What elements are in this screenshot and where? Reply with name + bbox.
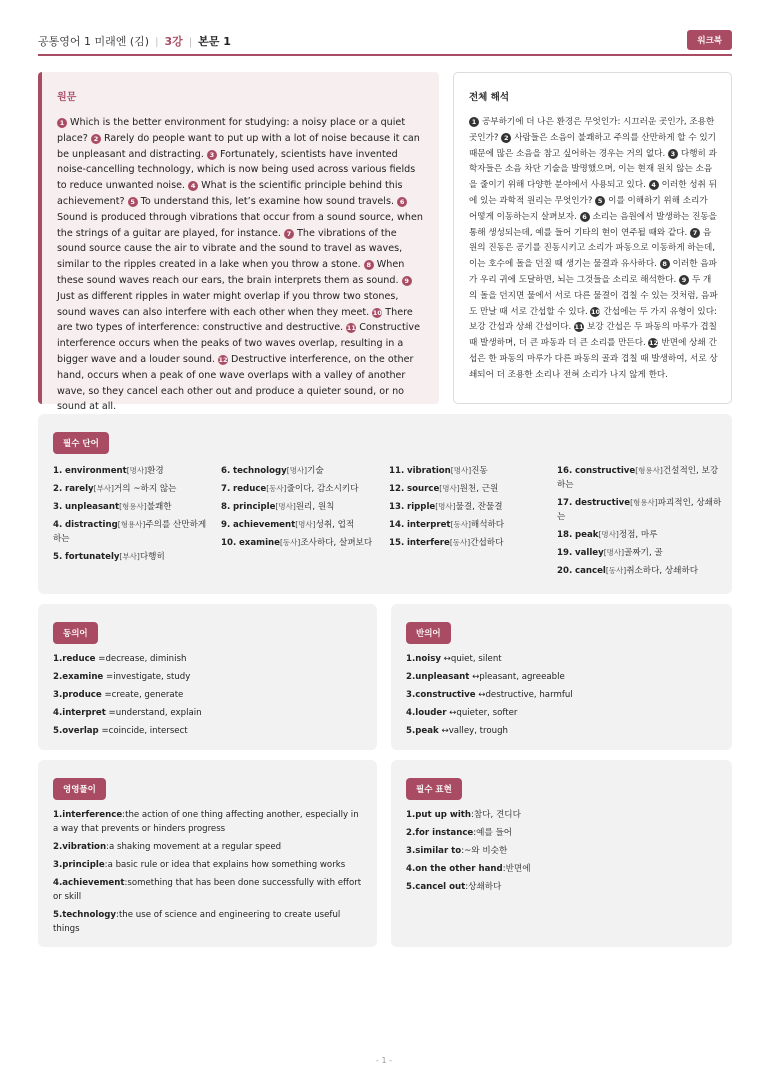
vocab-pos: [명사] [295,520,316,529]
sentence-text: There are two types of interference: constructive and destructive. [57,306,413,334]
sentence-text: 다행히 과학자들은 소음 차단 기술을 발명했으며, 이는 현재 원치 않는 소음을 줄이기 위해 다양한 분야에서 사용되고 있다. [469,148,717,191]
vocab-word: ripple [406,502,436,512]
list-item [53,724,363,738]
vocab-word: environment [64,466,127,476]
list-value: 예를 들어 [476,828,513,838]
sentence-number-badge: 8 [660,259,670,269]
vocab-item [221,536,381,550]
translation-title: 전체 해석 [469,92,510,103]
sentence-number-badge: 7 [284,229,294,239]
list-relation: ↔ [446,708,457,718]
vocab-number: 20. [557,566,573,576]
vocab-meaning: 건설적인, 보강하는 [557,466,719,490]
list-value: investigate, study [113,672,191,682]
list-relation: = [98,726,109,736]
vocab-number: 15. [389,538,405,548]
vocab-word: examine [238,538,280,548]
vocab-meaning: 진동 [471,466,488,476]
expressions-list [406,808,718,898]
sentence-text: Sound is produced through vibrations that occur from a sound source, when the strings of a guitar are played, for instance. [57,211,423,239]
vocab-item [389,500,549,514]
vocab-meaning: 골짜기, 골 [624,548,663,558]
vocabulary-card [38,414,732,594]
translation-panel [453,72,732,404]
english-definitions-title: 영영풀이 [53,778,106,800]
list-relation: : [124,878,128,888]
list-key: 2.unpleasant [406,672,470,682]
vocab-word: reduce [232,484,267,494]
vocab-item [389,536,549,550]
vocab-number: 6. [221,466,231,476]
vocab-number: 4. [53,520,63,530]
vocab-word: principle [232,502,276,512]
vocab-pos: [명사] [275,502,296,511]
expressions-card [391,760,732,947]
vocab-pos: [형용사] [119,502,147,511]
sentence-text: 두 개의 돌을 던지면 물에서 서로 다른 물결이 겹칠 수 있는 것처럼, 음파도 만날 때 서로 간섭할 수 있다. [469,274,718,317]
vocab-item [557,528,722,542]
sentence-text: Destructive interference, on the other hand, occurs when a peak of one wave overlaps with a valley of another wave, so they cancel each other out and produce a quieter sound, or no sound at all. [57,353,414,413]
vocab-number: 11. [389,466,405,476]
vocab-meaning: 원리, 원칙 [295,502,335,512]
sentence-number-badge: 11 [346,324,356,333]
sentence-number-badge: 9 [679,275,689,285]
sentence-number-badge: 11 [574,323,584,332]
list-key: 5.cancel out [406,882,466,892]
vocab-item [389,518,549,532]
synonyms-card [38,604,377,750]
list-key: 1.interference [53,810,123,820]
vocab-word: technology [232,466,287,476]
list-value: quiet, silent [450,654,502,664]
vocab-pos: [형용사] [635,466,663,475]
english-definitions-card [38,760,377,947]
vocab-number: 16. [557,466,573,476]
list-value: destructive, harmful [485,690,573,700]
sentence-text: 소리는 음원에서 발생하는 진동을 통해 생성되는데, 예를 들어 기타의 현이 연주될 때와 같다. [469,211,717,238]
sentence-number-badge: 10 [372,308,382,317]
list-item [406,652,718,666]
list-item [406,688,718,702]
vocab-word: fortunately [64,552,120,562]
vocab-meaning: 주의를 산만하게 하는 [53,520,207,544]
vocab-number: 13. [389,502,405,512]
list-item [406,826,718,840]
list-relation: : [473,828,477,838]
book-title: 공통영어 1 미래엔 (김) [38,35,150,48]
sentence-text: 공부하기에 더 나은 환경은 무엇인가: 시끄러운 곳인가, 조용한 곳인가? [469,117,715,143]
sentence-number-badge: 12 [648,339,658,348]
list-key: 5.technology [53,910,117,920]
vocab-item [221,500,381,514]
vocab-pos: [동사] [605,566,627,575]
vocab-item [53,550,213,564]
sentence-text: What is the scientific principle behind this achievement? [57,180,403,207]
vocab-pos: [명사] [435,502,456,511]
list-relation: : [122,810,126,820]
vocab-pos: [명사] [439,484,460,493]
vocab-meaning: 조사하다, 살펴보다 [300,538,373,548]
sentence-number-badge: 10 [590,307,600,316]
vocab-meaning: 간섭하다 [470,538,504,548]
list-relation: : [502,864,506,874]
list-value: create, generate [111,690,184,700]
sentence-number-badge: 4 [188,181,198,191]
vocab-word: peak [574,530,599,540]
list-item [53,652,363,666]
sentence-number-badge: 1 [469,117,479,127]
list-key: 2.examine [53,672,104,682]
vocab-column [389,464,549,554]
sentence-text: 보강 간섭은 두 파동의 마루가 겹칠 때 발생하며, 더 큰 파동과 더 큰 소리를 만든다. [469,322,717,349]
vocab-pos: [형용사] [630,498,658,507]
list-value: understand, explain [115,708,202,718]
vocab-meaning: 환경 [147,466,164,476]
list-relation: : [116,910,119,920]
sentence-text: Which is the better environment for studying: a noisy place or a quiet place? [57,117,406,144]
vocab-word: constructive [574,466,636,476]
list-item [406,706,718,720]
original-title: 원문 [57,92,77,103]
vocab-number: 18. [557,530,573,540]
vocab-meaning: 성취, 업적 [315,520,355,530]
vocab-word: rarely [64,484,94,494]
sentence-text: 사람들은 소음이 불쾌하고 주의를 산만하게 할 수 있기 때문에 많은 소음을 참고 싶어하는 경우는 거의 없다. [469,132,716,159]
list-item [53,706,363,720]
vocab-meaning: 해석하다 [470,520,505,530]
vocab-pos: [명사] [603,548,625,557]
list-value: 참다, 견디다 [473,810,521,820]
list-key: 4.louder [406,708,447,718]
list-key: 3.constructive [406,690,476,700]
vocab-word: unpleasant [64,502,120,512]
list-relation: = [105,708,116,718]
sentence-text: Just as different ripples in water might overlap if you throw two stones, sound waves can also interfere with each other when they meet. [57,290,399,318]
vocab-pos: [동사] [449,538,471,547]
list-item [406,724,718,738]
list-relation: = [95,654,106,664]
sentence-text: Fortunately, scientists have invented noise-cancelling technology, which is now being used across various fields to reduce unwanted noise. [57,148,416,192]
vocab-word: destructive [574,498,631,508]
vocab-pos: [명사] [450,466,472,475]
page-number: - 1 - [376,1056,392,1065]
list-value: quieter, softer [456,708,518,718]
expressions-title: 필수 표현 [406,778,462,800]
vocab-number: 19. [557,548,573,558]
vocab-item [53,464,213,478]
list-item [53,858,363,872]
list-item [406,808,718,822]
vocab-number: 5. [53,552,63,562]
vocab-word: interfere [406,538,450,548]
sentence-number-badge: 3 [207,150,217,160]
list-value: valley, trough [448,726,508,736]
sentence-text: To understand this, let’s examine how sound travels. [140,195,395,207]
list-item [53,908,363,936]
sentence-text: Rarely do people want to put up with a lot of noise because it can be unpleasant and distracting. [57,132,420,160]
list-relation: : [461,846,465,856]
list-value: decrease, diminish [105,654,187,664]
vocab-number: 9. [221,520,231,530]
sentence-number-badge: 1 [57,118,67,128]
list-key: 3.principle [53,860,105,870]
sentence-text: 이를 이해하기 위해 소리가 어떻게 이동하는지 살펴보자. [469,195,708,222]
page-header [38,28,732,56]
original-passage [57,115,425,415]
list-item [406,844,718,858]
antonyms-card [391,604,732,750]
vocab-pos: [명사] [598,530,619,539]
vocab-pos: [명사] [286,466,308,475]
vocab-meaning: 취소하다, 상쇄하다 [626,566,699,576]
list-item [406,880,718,894]
list-key: 3.similar to [406,846,462,856]
sentence-text: Constructive interference occurs when the peaks of two waves overlap, resulting in a bigger wave and a louder sound. [57,322,421,365]
vocab-column [53,464,213,568]
sentence-text: 음원의 진동은 공기를 진동시키고 소리가 파동으로 이동하게 하는데, 이는 호수에 돌을 던질 때 생기는 물결과 유사하다. [469,227,715,270]
vocab-meaning: 다행히 [139,552,165,562]
vocab-pos: [부사] [93,484,114,493]
list-item [53,808,363,836]
list-relation: ↔ [438,726,449,736]
vocab-number: 17. [557,498,573,508]
list-key: 5.overlap [53,726,99,736]
list-key: 4.achievement [53,878,125,888]
vocabulary-title: 필수 단어 [53,432,109,454]
vocab-pos: [동사] [450,520,471,529]
vocab-number: 1. [53,466,63,476]
list-item [53,840,363,854]
vocab-number: 10. [221,538,237,548]
vocab-meaning: 파괴적인, 상쇄하는 [557,498,722,522]
vocab-meaning: 불쾌한 [146,502,172,512]
vocab-item [221,482,381,496]
list-item [53,876,363,904]
synonyms-list [53,652,363,742]
vocab-item [53,500,213,514]
vocab-number: 8. [221,502,231,512]
sentence-number-badge: 6 [397,197,407,207]
list-key: 2.for instance [406,828,474,838]
vocab-item [557,496,722,524]
list-relation: = [103,672,114,682]
sentence-text: 이러한 성취 뒤에 있는 과학적 원리는 무엇인가? [469,180,717,206]
sentence-text: 반면에 상쇄 간섭은 한 파동의 마루가 다른 파동의 골과 겹칠 때 발생하여, 서로 상쇄되어 더 조용한 소리나 전혀 소리가 나지 않게 한다. [469,338,718,380]
vocab-pos: [동사] [280,538,301,547]
list-key: 1.reduce [53,654,96,664]
vocab-column [221,464,381,554]
vocab-meaning: 원천, 근원 [459,484,499,494]
vocab-item [557,546,722,560]
vocab-pos: [형용사] [117,520,146,529]
vocab-item [389,464,549,478]
list-relation: : [465,882,469,892]
list-key: 1.noisy [406,654,441,664]
vocab-number: 14. [389,520,405,530]
vocab-word: source [406,484,440,494]
list-value: ~와 비슷한 [464,846,508,856]
sentence-number-badge: 5 [128,197,138,207]
list-key: 4.interpret [53,708,106,718]
list-key: 1.put up with [406,810,471,820]
vocab-item [557,464,722,492]
vocab-item [221,464,381,478]
section-label: 본문 1 [198,35,231,48]
header-title: 공통영어 1 미래엔 (김) | 3강 | 본문 1 [38,35,231,48]
sentence-number-badge: 12 [218,355,228,364]
list-relation: = [101,690,112,700]
sentence-number-badge: 3 [668,149,678,159]
vocab-item [53,518,213,546]
list-value: a basic rule or idea that explains how something works [107,860,346,870]
vocab-word: valley [574,548,604,558]
vocab-number: 2. [53,484,63,494]
vocab-number: 7. [221,484,231,494]
list-relation: ↔ [469,672,480,682]
vocab-word: achievement [232,520,296,530]
list-item [406,670,718,684]
list-item [53,688,363,702]
vocab-meaning: 기술 [307,466,324,476]
sentence-text: The vibrations of the sound source cause the air to vibrate and the sound to travel as waves, similar to the ripples created in a lake when you throw a stone. [57,227,403,271]
vocab-item [389,482,549,496]
synonyms-title: 동의어 [53,622,98,644]
list-relation: : [104,860,108,870]
list-value: something that has been done successfully with effort or skill [53,878,362,902]
antonyms-list [406,652,718,742]
original-text-panel [38,72,439,413]
vocab-item [221,518,381,532]
sentence-number-badge: 7 [690,228,700,238]
sentence-text: When these sound waves reach our ears, the brain interprets them as sound. [57,259,405,286]
vocab-number: 3. [53,502,63,512]
list-relation: ↔ [475,690,486,700]
list-key: 3.produce [53,690,102,700]
list-value: pleasant, agreeable [479,672,565,682]
list-relation: : [471,810,474,820]
list-value: the use of science and engineering to create useful things [53,910,341,934]
list-value: coincide, intersect [108,726,188,736]
list-value: a shaking movement at a regular speed [108,842,282,852]
english-definitions-list [53,808,363,940]
list-value: 반면에 [505,864,531,874]
vocab-column [557,464,722,582]
list-relation: : [106,842,109,852]
vocab-word: distracting [64,520,118,530]
workbook-badge: 워크북 [687,30,732,50]
vocab-word: vibration [406,466,451,476]
vocab-pos: [부사] [119,552,140,561]
list-value: 상쇄하다 [468,882,502,892]
sentence-number-badge: 8 [364,260,374,270]
translation-passage [469,115,718,384]
vocab-item [557,564,722,578]
vocab-pos: [동사] [266,484,287,493]
list-value: the action of one thing affecting another, especially in a way that prevents or hinders progress [53,810,359,834]
vocab-meaning: 물결, 잔물결 [455,502,503,512]
list-relation: ↔ [440,654,451,664]
lesson-label: 3강 [164,35,183,48]
vocab-item [53,482,213,496]
sentence-number-badge: 5 [595,196,605,206]
vocab-meaning: 거의 ~하지 않는 [113,484,177,494]
vocab-word: cancel [574,566,606,576]
sentence-number-badge: 6 [580,212,590,222]
vocab-meaning: 줄이다, 감소시키다 [286,484,359,494]
list-item [406,862,718,876]
list-key: 4.on the other hand [406,864,503,874]
list-key: 5.peak [406,726,439,736]
sentence-number-badge: 2 [501,133,511,143]
vocab-word: interpret [406,520,451,530]
sentence-text: 간섭에는 두 가지 유형이 있다: 보강 간섭과 상쇄 간섭이다. [469,306,717,333]
sentence-number-badge: 2 [91,134,101,144]
list-key: 2.vibration [53,842,107,852]
vocab-number: 12. [389,484,405,494]
antonyms-title: 반의어 [406,622,451,644]
sentence-number-badge: 4 [649,180,659,190]
list-item [53,670,363,684]
sentence-text: 이러한 음파가 우리 귀에 도달하면, 뇌는 그것들을 소리로 해석한다. [469,259,717,285]
vocab-pos: [명사] [126,466,148,475]
vocab-meaning: 정점, 마루 [618,530,658,540]
sentence-number-badge: 9 [402,276,412,286]
